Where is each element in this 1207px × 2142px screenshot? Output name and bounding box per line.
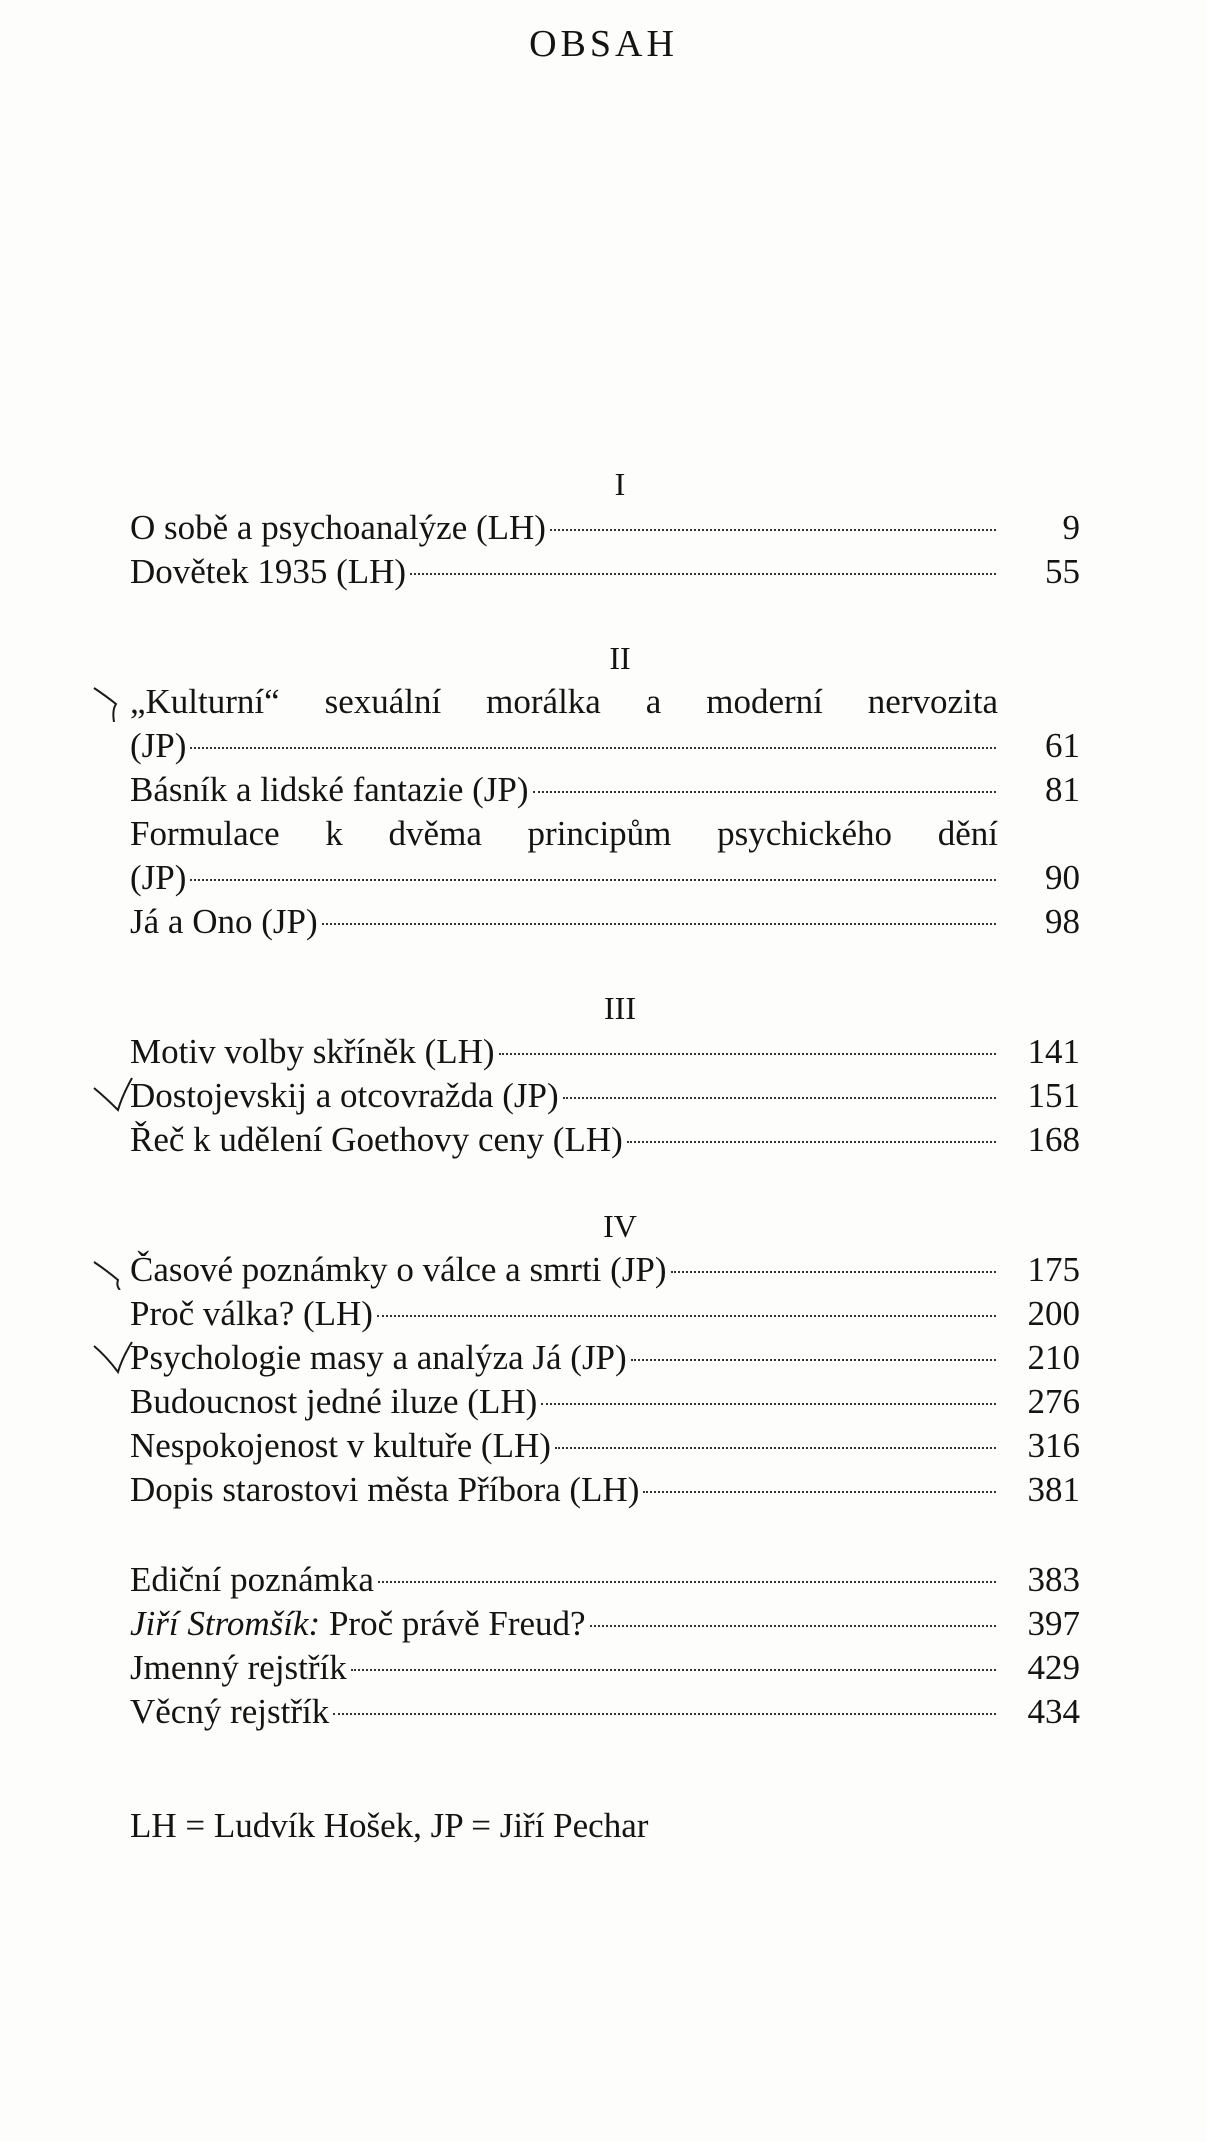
toc-entry (130, 900, 1080, 944)
entry-page: 316 (1027, 1426, 1080, 1465)
toc-entry (130, 812, 1080, 900)
entry-title-line1: Formulace k dvěma principům psychického dění (130, 814, 998, 853)
toc-entry (130, 1292, 1080, 1336)
dot-leader (533, 791, 996, 793)
entry-title: Časové poznámky o válce a smrti (JP) (130, 1250, 667, 1289)
dot-leader (590, 1625, 996, 1627)
entry-page: 151 (1027, 1076, 1080, 1115)
dot-leader (671, 1271, 996, 1273)
entry-page: 276 (1027, 1382, 1080, 1421)
abbreviation-legend: LH = Ludvík Hošek, JP = Jiří Pechar (130, 1806, 649, 1845)
table-of-contents (130, 462, 1080, 1734)
entry-title: Psychologie masy a analýza Já (JP) (130, 1338, 627, 1377)
dot-leader (378, 1581, 996, 1583)
entry-page: 200 (1027, 1294, 1080, 1333)
dot-leader (190, 879, 996, 881)
entry-title: Věcný rejstřík (130, 1692, 330, 1731)
entry-page: 61 (1045, 726, 1080, 765)
toc-entry (130, 1424, 1080, 1468)
entry-title: Dovětek 1935 (LH) (130, 552, 407, 591)
section-gap (130, 1512, 1080, 1558)
dot-leader (555, 1447, 996, 1449)
dot-leader (631, 1359, 996, 1361)
entry-page: 381 (1027, 1470, 1080, 1509)
dot-leader (190, 747, 996, 749)
dot-leader (563, 1097, 996, 1099)
entry-title: Proč válka? (LH) (130, 1294, 373, 1333)
entry-title: (JP) (130, 858, 187, 897)
entry-page: 210 (1027, 1338, 1080, 1377)
toc-entry (130, 1336, 1080, 1380)
toc-entry (130, 1118, 1080, 1162)
entry-title-with-author (130, 1602, 586, 1646)
entry-title: Nespokojenost v kultuře (LH) (130, 1426, 551, 1465)
dot-leader (550, 529, 996, 531)
entry-title: Motiv volby skříněk (LH) (130, 1032, 495, 1071)
entry-page: 397 (1027, 1604, 1080, 1643)
dot-leader (499, 1053, 996, 1055)
section-numeral-iv: IV (603, 1208, 637, 1244)
entry-title: O sobě a psychoanalýze (LH) (130, 508, 546, 547)
toc-entry (130, 1074, 1080, 1118)
checkmark-icon (92, 1076, 138, 1116)
section-numeral-iii: III (604, 990, 636, 1026)
toc-entry (130, 1690, 1080, 1734)
checkmark-icon (92, 1338, 138, 1378)
entry-page: 98 (1045, 902, 1080, 941)
entry-page: 175 (1027, 1250, 1080, 1289)
section-numeral-ii: II (609, 640, 631, 676)
page-title: OBSAH (529, 23, 678, 65)
entry-title: Řeč k udělení Goethovy ceny (LH) (130, 1120, 623, 1159)
entry-page: 383 (1027, 1560, 1080, 1599)
toc-entry (130, 1248, 1080, 1292)
dot-leader (351, 1669, 996, 1671)
entry-page: 429 (1027, 1648, 1080, 1687)
checkmark-icon (92, 1250, 138, 1290)
dot-leader (322, 923, 996, 925)
dot-leader (643, 1491, 996, 1493)
entry-title: Jmenný rejstřík (130, 1648, 347, 1687)
toc-entry (130, 506, 1080, 550)
dot-leader (410, 573, 996, 575)
entry-author: Jiří Stromšík: (130, 1604, 321, 1643)
entry-title: (JP) (130, 726, 187, 765)
entry-page: 81 (1045, 770, 1080, 809)
entry-page: 168 (1027, 1120, 1080, 1159)
toc-entry (130, 680, 1080, 768)
entry-page: 434 (1027, 1692, 1080, 1731)
toc-entry (130, 1646, 1080, 1690)
toc-entry (130, 1380, 1080, 1424)
entry-title-line1: „Kulturní“ sexuální morálka a moderní nervozita (130, 682, 998, 721)
toc-entry (130, 1602, 1080, 1646)
dot-leader (541, 1403, 996, 1405)
dot-leader (627, 1141, 996, 1143)
entry-title: Já a Ono (JP) (130, 902, 318, 941)
checkmark-icon (92, 682, 138, 722)
entry-title: Budoucnost jedné iluze (LH) (130, 1382, 538, 1421)
entry-page: 9 (1062, 508, 1080, 547)
section-numeral-i: I (614, 466, 626, 502)
entry-page: 90 (1045, 858, 1080, 897)
entry-page: 141 (1027, 1032, 1080, 1071)
dot-leader (333, 1713, 996, 1715)
entry-title: Dopis starostovi města Příbora (LH) (130, 1470, 640, 1509)
entry-title: Ediční poznámka (130, 1560, 374, 1599)
entry-title: Proč právě Freud? (320, 1604, 586, 1643)
toc-entry (130, 1468, 1080, 1512)
toc-entry (130, 1558, 1080, 1602)
dot-leader (377, 1315, 996, 1317)
toc-entry (130, 550, 1080, 594)
entry-title: Básník a lidské fantazie (JP) (130, 770, 529, 809)
toc-entry (130, 768, 1080, 812)
entry-title: Dostojevskij a otcovražda (JP) (130, 1076, 559, 1115)
entry-page: 55 (1045, 552, 1080, 591)
toc-entry (130, 1030, 1080, 1074)
